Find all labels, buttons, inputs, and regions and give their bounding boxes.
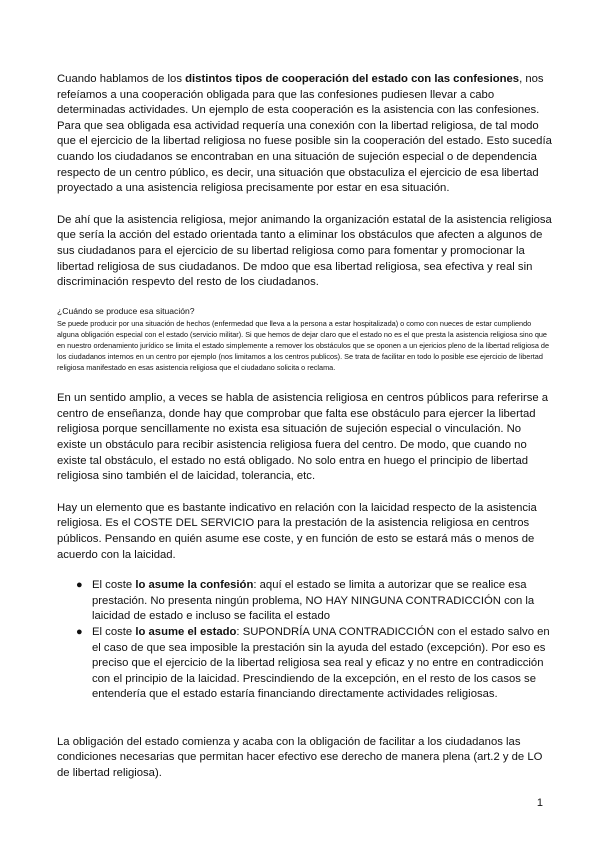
intro-text-rest: , nos refeíamos a una cooperación obligada para que las confesiones pudiesen llevar a cabo determinadas actividades. Un ejemplo de esta cooperación es la asistencia con las confesiones. Para que sea obligada esa actividad requería una conexión con la libertad religiosa, de tal modo que el ejercicio de la libertad religiosa no fuese posible sin la cooperación del estado. Esto sucedía cuando los ciudadanos se encontraban en una situación de sujeción especial o de dependencia respecto de un centro público, es decir, una situación que obstaculiza el ejercicio de esa libertad proyectado a una asistencia religiosa precisamente por estar en esa situación. <box>57 73 552 195</box>
list-item <box>57 578 552 625</box>
bullet-text-rest: : aquí el estado se limita a autorizar que se realice esa prestación. No presenta ningún problema, NO HAY NINGUNA CONTRADICCIÓN con la laicidad de estado e incluso se facilita el estado <box>92 579 535 623</box>
cost-bullet-list <box>57 578 552 703</box>
bullet-text-start: El coste <box>92 579 136 592</box>
list-item <box>57 625 552 703</box>
bullet-icon: ● <box>76 625 83 638</box>
document-body <box>57 72 552 782</box>
question-answer-text: Se puede producir por una situación de hechos (enfermedad que lleva a la persona a estar hospitalizada) o como con nueces de estar cumpliendo alguna obligación especial con el estado (servicio militar). Si que hemos de dejar claro que el estado no es el que presta la asistencia religiosa sino que en nuestro ordenamiento jurídico se limita el estado simplemente a remover los obstáculos que se oponen a un ejericios pleno de la libertad religiosa de los ciudadanos internos en un centro por ejemplo (nos limitamos a los centros publicos). Se trata de facilitar en todo lo posible ese ejercicio de libertad religiosa manifestado en esas asistencia religiosa que el ciudadano solicita o reclama. <box>57 318 550 373</box>
page-number: 1 <box>536 797 543 809</box>
intro-paragraph <box>57 72 552 197</box>
bullet-text-start: El coste <box>92 625 136 638</box>
assistance-paragraph: De ahí que la asistencia religiosa, mejor animando la organización estatal de la asistencia religiosa que sería la acción del estado orientada tanto a eliminar los obstáculos que afecten a algunos de sus ciudadanos para el ejercicio de su libertad religiosa como para fomentar y promocionar la libertad religiosa de sus ciudadanos. De mdoo que esa libertad religiosa, sea efectiva y real sin discriminación respevto del resto de los ciudadanos. <box>57 213 552 289</box>
intro-text-start: Cuando hablamos de los <box>57 73 186 85</box>
bullet-icon: ● <box>76 579 83 592</box>
state-obligation-paragraph: La obligación del estado comienza y acaba con la obligación de facilitar a los ciudadanos las condiciones necesarias que permitan hacer efectivo ese derecho de manera plena (art.2 y de LO de libertad religiosa). <box>57 735 543 780</box>
broad-sense-paragraph: En un sentido amplio, a veces se habla de asistencia religiosa en centros públicos para referirse a centro de enseñanza, donde hay que comprobar que falta ese obstáculo para ejercer la libertad religiosa porque sencillamente no exista esa situación de sujeción especial o vinculación. No existe un obstáculo para recibir asistencia religiosa fuera del centro. De modo, que cuando no existe tal obstáculo, el estado no está obligado. No solo entra en huego el principio de libertad religiosa sino también el de laicidad, tolerancia, etc. <box>57 392 549 483</box>
bullet-text-rest: : SUPONDRÍA UNA CONTRADICCIÓN con el estado salvo en el caso de que sea imposible la prestación sin la ayuda del estado (excepción). Por eso es preciso que el ejercicio de la libertad religiosa sea real y eficaz y no entre en contradicción con el principio de la laicidad. Prescindiendo de la excepción, en el resto de los casos se entendería que el estado estaría financiando directamente actividades religiosas. <box>92 625 550 701</box>
intro-bold-phrase: distintos tipos de cooperación del estado con las confesiones <box>185 73 520 85</box>
question-heading: ¿Cuándo se produce esa situación? <box>57 305 195 316</box>
bullet-bold-phrase: lo asume la confesión <box>135 579 254 592</box>
cost-paragraph: Hay un elemento que es bastante indicativo en relación con la laicidad respecto de la asistencia religiosa. Es el COSTE DEL SERVICIO para la prestación de la asistencia religiosa en centros públicos. Pensando en quién asume ese coste, y en función de esto se estará más o menos de acuerdo con la laicidad. <box>57 501 537 561</box>
bullet-bold-phrase: lo asume el estado <box>135 625 237 638</box>
